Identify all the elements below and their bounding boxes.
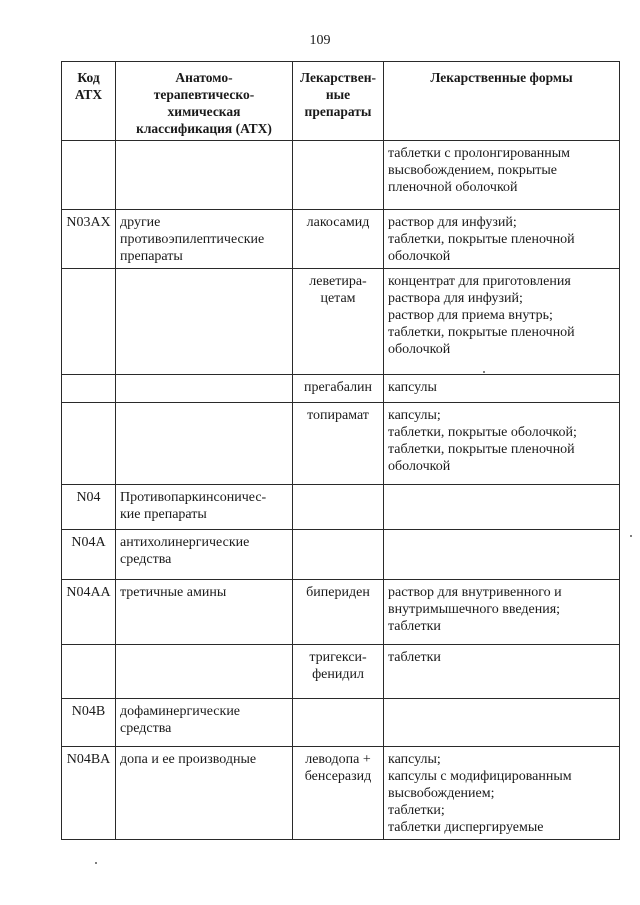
cell-dosage-forms <box>384 403 620 485</box>
cell-line: высвобождением, покрытые <box>388 163 558 178</box>
cell-line: дофаминергические <box>120 704 241 719</box>
cell-dosage-forms <box>384 747 620 840</box>
cell-drug <box>293 403 384 485</box>
table-row <box>62 210 620 269</box>
cell-line: леводопа + <box>305 752 371 767</box>
cell-line: капсулы с модифицированным <box>388 769 572 784</box>
table-body <box>62 141 620 840</box>
cell-classification <box>116 210 293 269</box>
cell-dosage-forms <box>384 699 620 747</box>
cell-classification <box>116 699 293 747</box>
cell-line: высвобождением; <box>388 786 495 801</box>
scan-speck <box>95 862 97 864</box>
cell-line: оболочкой <box>388 342 451 357</box>
header-line: Лекарственные формы <box>430 70 573 85</box>
header-line: Лекарствен- <box>300 70 376 85</box>
cell-line: допа и ее производные <box>120 752 257 767</box>
cell-line: таблетки, покрытые пленочной <box>388 325 575 340</box>
header-line: Анатомо- <box>175 70 233 85</box>
cell-drug <box>293 580 384 645</box>
cell-atc-code <box>62 747 116 840</box>
cell-line: таблетки, покрытые пленочной <box>388 232 575 247</box>
cell-line: фенидил <box>312 667 364 682</box>
header-code <box>62 62 116 141</box>
cell-drug <box>293 269 384 375</box>
table-row <box>62 269 620 375</box>
cell-line: тригекси- <box>309 650 367 665</box>
cell-line: препараты <box>120 249 183 264</box>
cell-line: цетам <box>320 291 356 306</box>
cell-line: топирамат <box>307 408 369 423</box>
table-row <box>62 485 620 530</box>
header-line: препараты <box>304 104 372 119</box>
cell-line: капсулы <box>388 380 437 395</box>
page-number: 109 <box>309 33 331 48</box>
cell-line: таблетки диспергируемые <box>388 820 544 835</box>
cell-atc-code <box>62 645 116 699</box>
cell-line: бенсеразид <box>304 769 372 784</box>
atc-code: N04 <box>76 490 101 505</box>
cell-classification <box>116 530 293 580</box>
cell-classification <box>116 375 293 403</box>
cell-atc-code <box>62 485 116 530</box>
cell-dosage-forms <box>384 210 620 269</box>
cell-dosage-forms <box>384 645 620 699</box>
header-drugs <box>293 62 384 141</box>
cell-line: капсулы; <box>388 408 441 423</box>
cell-drug <box>293 530 384 580</box>
cell-atc-code <box>62 210 116 269</box>
cell-line: таблетки, покрытые оболочкой; <box>388 425 577 440</box>
cell-line: оболочкой <box>388 459 451 474</box>
cell-classification <box>116 403 293 485</box>
cell-line: леветира- <box>309 274 367 289</box>
cell-line: средства <box>120 721 172 736</box>
cell-line: раствор для внутривенного и <box>388 585 562 600</box>
cell-line: таблетки <box>388 619 441 634</box>
table-row <box>62 645 620 699</box>
cell-drug <box>293 210 384 269</box>
cell-line: лакосамид <box>306 215 370 230</box>
cell-line: раствор для инфузий; <box>388 215 517 230</box>
atc-code: N04BA <box>66 752 111 767</box>
header-line: классификация (АТХ) <box>136 121 272 136</box>
cell-drug <box>293 645 384 699</box>
cell-line: третичные амины <box>120 585 227 600</box>
cell-line: прегабалин <box>303 380 373 395</box>
cell-drug <box>293 375 384 403</box>
table-row <box>62 580 620 645</box>
cell-line: антихолинергические <box>120 535 250 550</box>
cell-line: внутримышечного введения; <box>388 602 561 617</box>
scan-speck <box>630 535 632 537</box>
cell-classification <box>116 141 293 210</box>
cell-line: пленочной оболочкой <box>388 180 518 195</box>
header-line: ные <box>325 87 351 102</box>
cell-line: оболочкой <box>388 249 451 264</box>
cell-classification <box>116 269 293 375</box>
table-row <box>62 141 620 210</box>
scan-speck <box>483 371 485 373</box>
cell-line: таблетки; <box>388 803 445 818</box>
atc-code: N04B <box>71 704 106 719</box>
cell-line: бипериден <box>306 585 370 600</box>
cell-atc-code <box>62 699 116 747</box>
cell-line: концентрат для приготовления <box>388 274 571 289</box>
atc-code: N04AA <box>66 585 111 600</box>
cell-atc-code <box>62 580 116 645</box>
cell-line: капсулы; <box>388 752 441 767</box>
atc-code: N03AX <box>66 215 111 230</box>
cell-line: раствора для инфузий; <box>388 291 523 306</box>
table-row <box>62 699 620 747</box>
cell-atc-code <box>62 269 116 375</box>
cell-classification <box>116 747 293 840</box>
cell-dosage-forms <box>384 580 620 645</box>
cell-line: средства <box>120 552 172 567</box>
cell-line: таблетки с пролонгированным <box>388 146 571 161</box>
cell-classification <box>116 580 293 645</box>
cell-atc-code <box>62 530 116 580</box>
header-line: Код <box>77 70 100 85</box>
table-row <box>62 530 620 580</box>
atc-code: N04A <box>71 535 106 550</box>
table-row <box>62 747 620 840</box>
cell-line: противоэпилептические <box>120 232 265 247</box>
header-line: химическая <box>167 104 241 119</box>
cell-line: Противопаркинсоничес- <box>120 490 267 505</box>
cell-line: таблетки, покрытые пленочной <box>388 442 575 457</box>
cell-dosage-forms <box>384 141 620 210</box>
table-row <box>62 403 620 485</box>
cell-dosage-forms <box>384 375 620 403</box>
header-forms <box>384 62 620 141</box>
cell-drug <box>293 699 384 747</box>
cell-line: таблетки <box>388 650 441 665</box>
cell-atc-code <box>62 403 116 485</box>
table-header-row <box>62 62 620 141</box>
cell-line: раствор для приема внутрь; <box>388 308 553 323</box>
cell-dosage-forms <box>384 269 620 375</box>
cell-atc-code <box>62 375 116 403</box>
cell-drug <box>293 747 384 840</box>
cell-classification <box>116 645 293 699</box>
header-classification <box>116 62 293 141</box>
cell-dosage-forms <box>384 485 620 530</box>
table-row <box>62 375 620 403</box>
header-line: терапевтическо- <box>153 87 255 102</box>
cell-line: кие препараты <box>120 507 207 522</box>
cell-drug <box>293 485 384 530</box>
cell-line: другие <box>120 215 161 230</box>
atc-table <box>61 61 620 840</box>
cell-atc-code <box>62 141 116 210</box>
header-line: АТХ <box>74 87 103 102</box>
cell-drug <box>293 141 384 210</box>
cell-classification <box>116 485 293 530</box>
cell-dosage-forms <box>384 530 620 580</box>
